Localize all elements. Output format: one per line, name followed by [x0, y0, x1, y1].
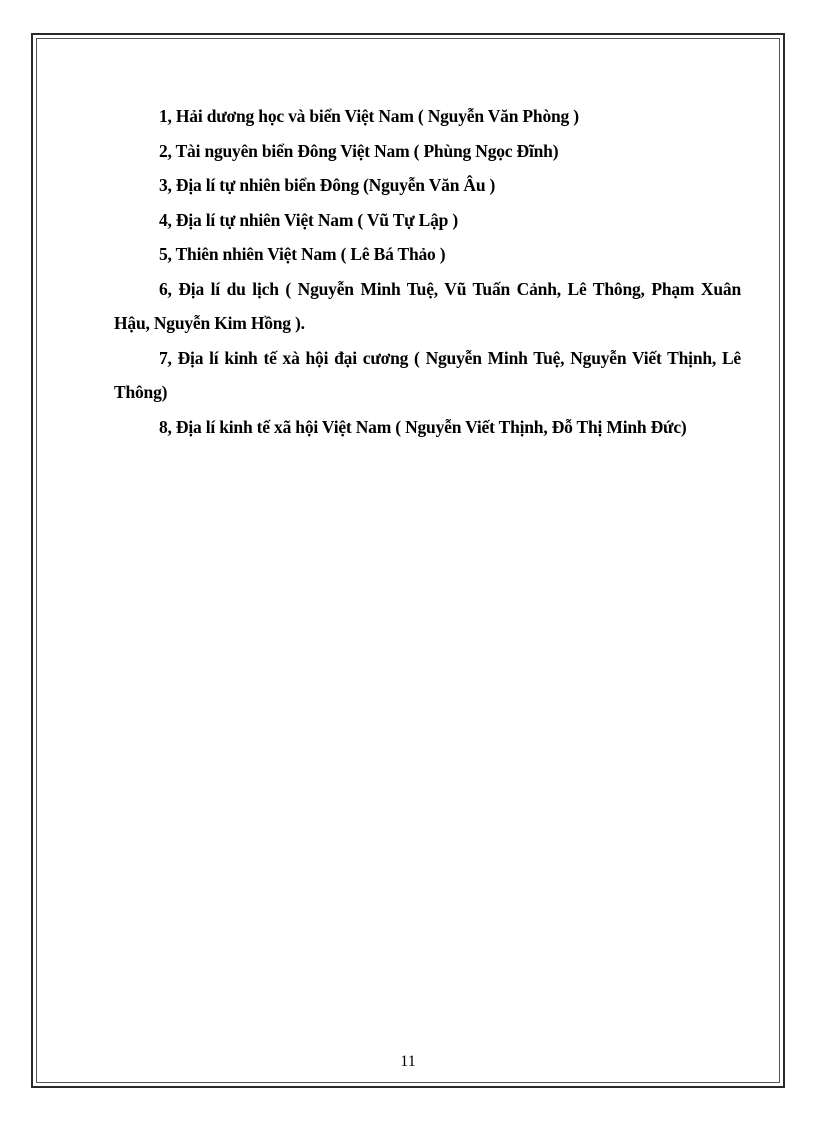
- reference-item-7: 7, Địa lí kinh tế xà hội đại cương ( Nguyễn Minh Tuệ, Nguyễn Viết Thịnh, Lê Thông): [114, 347, 741, 402]
- reference-item-2: 2, Tài nguyên biển Đông Việt Nam ( Phùng Ngọc Đĩnh): [159, 140, 559, 161]
- reference-list: [114, 99, 741, 444]
- reference-item-6: 6, Địa lí du lịch ( Nguyễn Minh Tuệ, Vũ Tuấn Cảnh, Lê Thông, Phạm Xuân Hậu, Nguyễn Kim Hồng ).: [114, 278, 741, 333]
- reference-item-4: 4, Địa lí tự nhiên Việt Nam ( Vũ Tự Lập ): [159, 209, 458, 230]
- reference-item-5: 5, Thiên nhiên Việt Nam ( Lê Bá Thảo ): [159, 244, 446, 264]
- page-number: 11: [400, 1053, 416, 1070]
- reference-item-1: 1, Hải dương học và biển Việt Nam ( Nguyễn Văn Phòng ): [159, 106, 579, 126]
- reference-item-3: 3, Địa lí tự nhiên biển Đông (Nguyễn Văn Âu ): [159, 175, 496, 195]
- reference-item-8: 8, Địa lí kinh tế xã hội Việt Nam ( Nguyễn Viết Thịnh, Đỗ Thị Minh Đức): [159, 416, 687, 437]
